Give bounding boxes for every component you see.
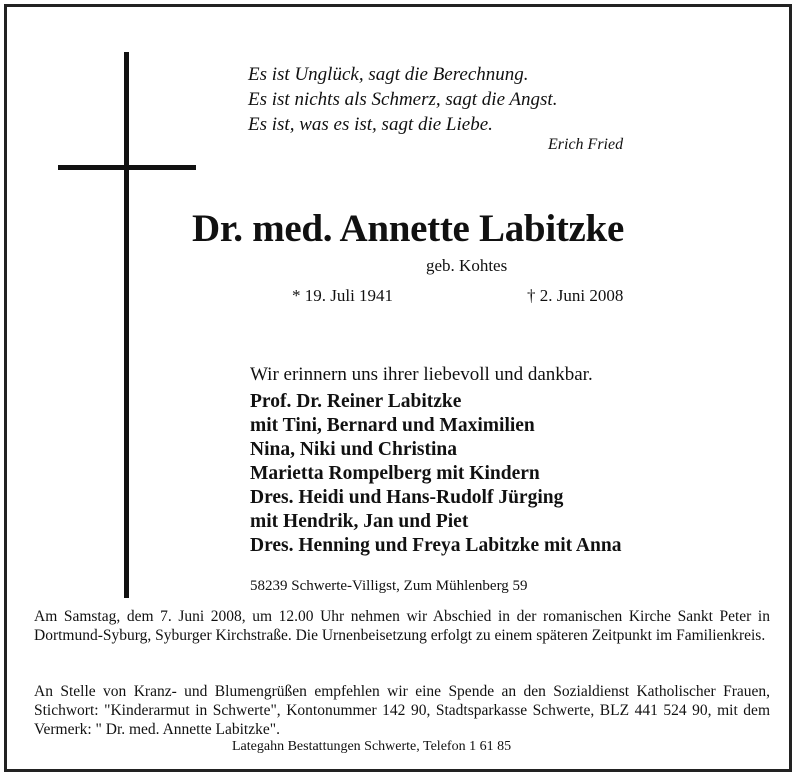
poem-line: Es ist, was es ist, sagt die Liebe.	[248, 114, 493, 135]
funeral-notice: Am Samstag, dem 7. Juni 2008, um 12.00 Uhr nehmen wir Abschied in der romanischen Kirche Sankt Peter in Dortmund-Syburg, Syburger Kirchstraße. Die Urnenbeisetzung erfolgt zu einem späteren Zeitpunkt im Familienkreis.	[34, 608, 770, 644]
mourners-intro: Wir erinnern uns ihrer liebevoll und dankbar.	[250, 364, 593, 385]
mourner-line: Prof. Dr. Reiner Labitzke	[250, 391, 462, 412]
poem-line: Es ist Unglück, sagt die Berechnung.	[248, 64, 529, 85]
poem-author: Erich Fried	[548, 136, 624, 153]
poem	[248, 62, 557, 137]
mourner-line: Dres. Heidi und Hans-Rudolf Jürging	[250, 487, 564, 508]
deceased-name: Dr. med. Annette Labitzke	[192, 207, 624, 250]
donation-notice: An Stelle von Kranz- und Blumengrüßen empfehlen wir eine Spende an den Sozialdienst Katholischer Frauen, Stichwort: "Kinderarmut in Schwerte", Kontonummer 142 90, Stadtsparkasse Schwerte, BLZ 441 524 90, mit dem Vermerk: " Dr. med. Annette Labitzke".	[34, 683, 770, 738]
mourner-line: Nina, Niki und Christina	[250, 439, 457, 460]
mourners-list	[250, 390, 621, 558]
death-date: † 2. Juni 2008	[527, 286, 624, 305]
mourner-line: mit Tini, Bernard und Maximilien	[250, 415, 535, 436]
undertaker-line: Lategahn Bestattungen Schwerte, Telefon 1 61 85	[232, 739, 512, 754]
mourner-line: Marietta Rompelberg mit Kindern	[250, 463, 540, 484]
mourner-line: Dres. Henning und Freya Labitzke mit Anna	[250, 535, 622, 556]
mourner-line: mit Hendrik, Jan und Piet	[250, 511, 469, 532]
poem-line: Es ist nichts als Schmerz, sagt die Angst.	[248, 89, 558, 110]
cross-vertical-beam	[124, 52, 129, 598]
cross-horizontal-beam	[58, 165, 196, 170]
birth-date: * 19. Juli 1941	[292, 286, 394, 305]
family-address: 58239 Schwerte-Villigst, Zum Mühlenberg 59	[250, 578, 528, 594]
maiden-name: geb. Kohtes	[426, 256, 508, 275]
